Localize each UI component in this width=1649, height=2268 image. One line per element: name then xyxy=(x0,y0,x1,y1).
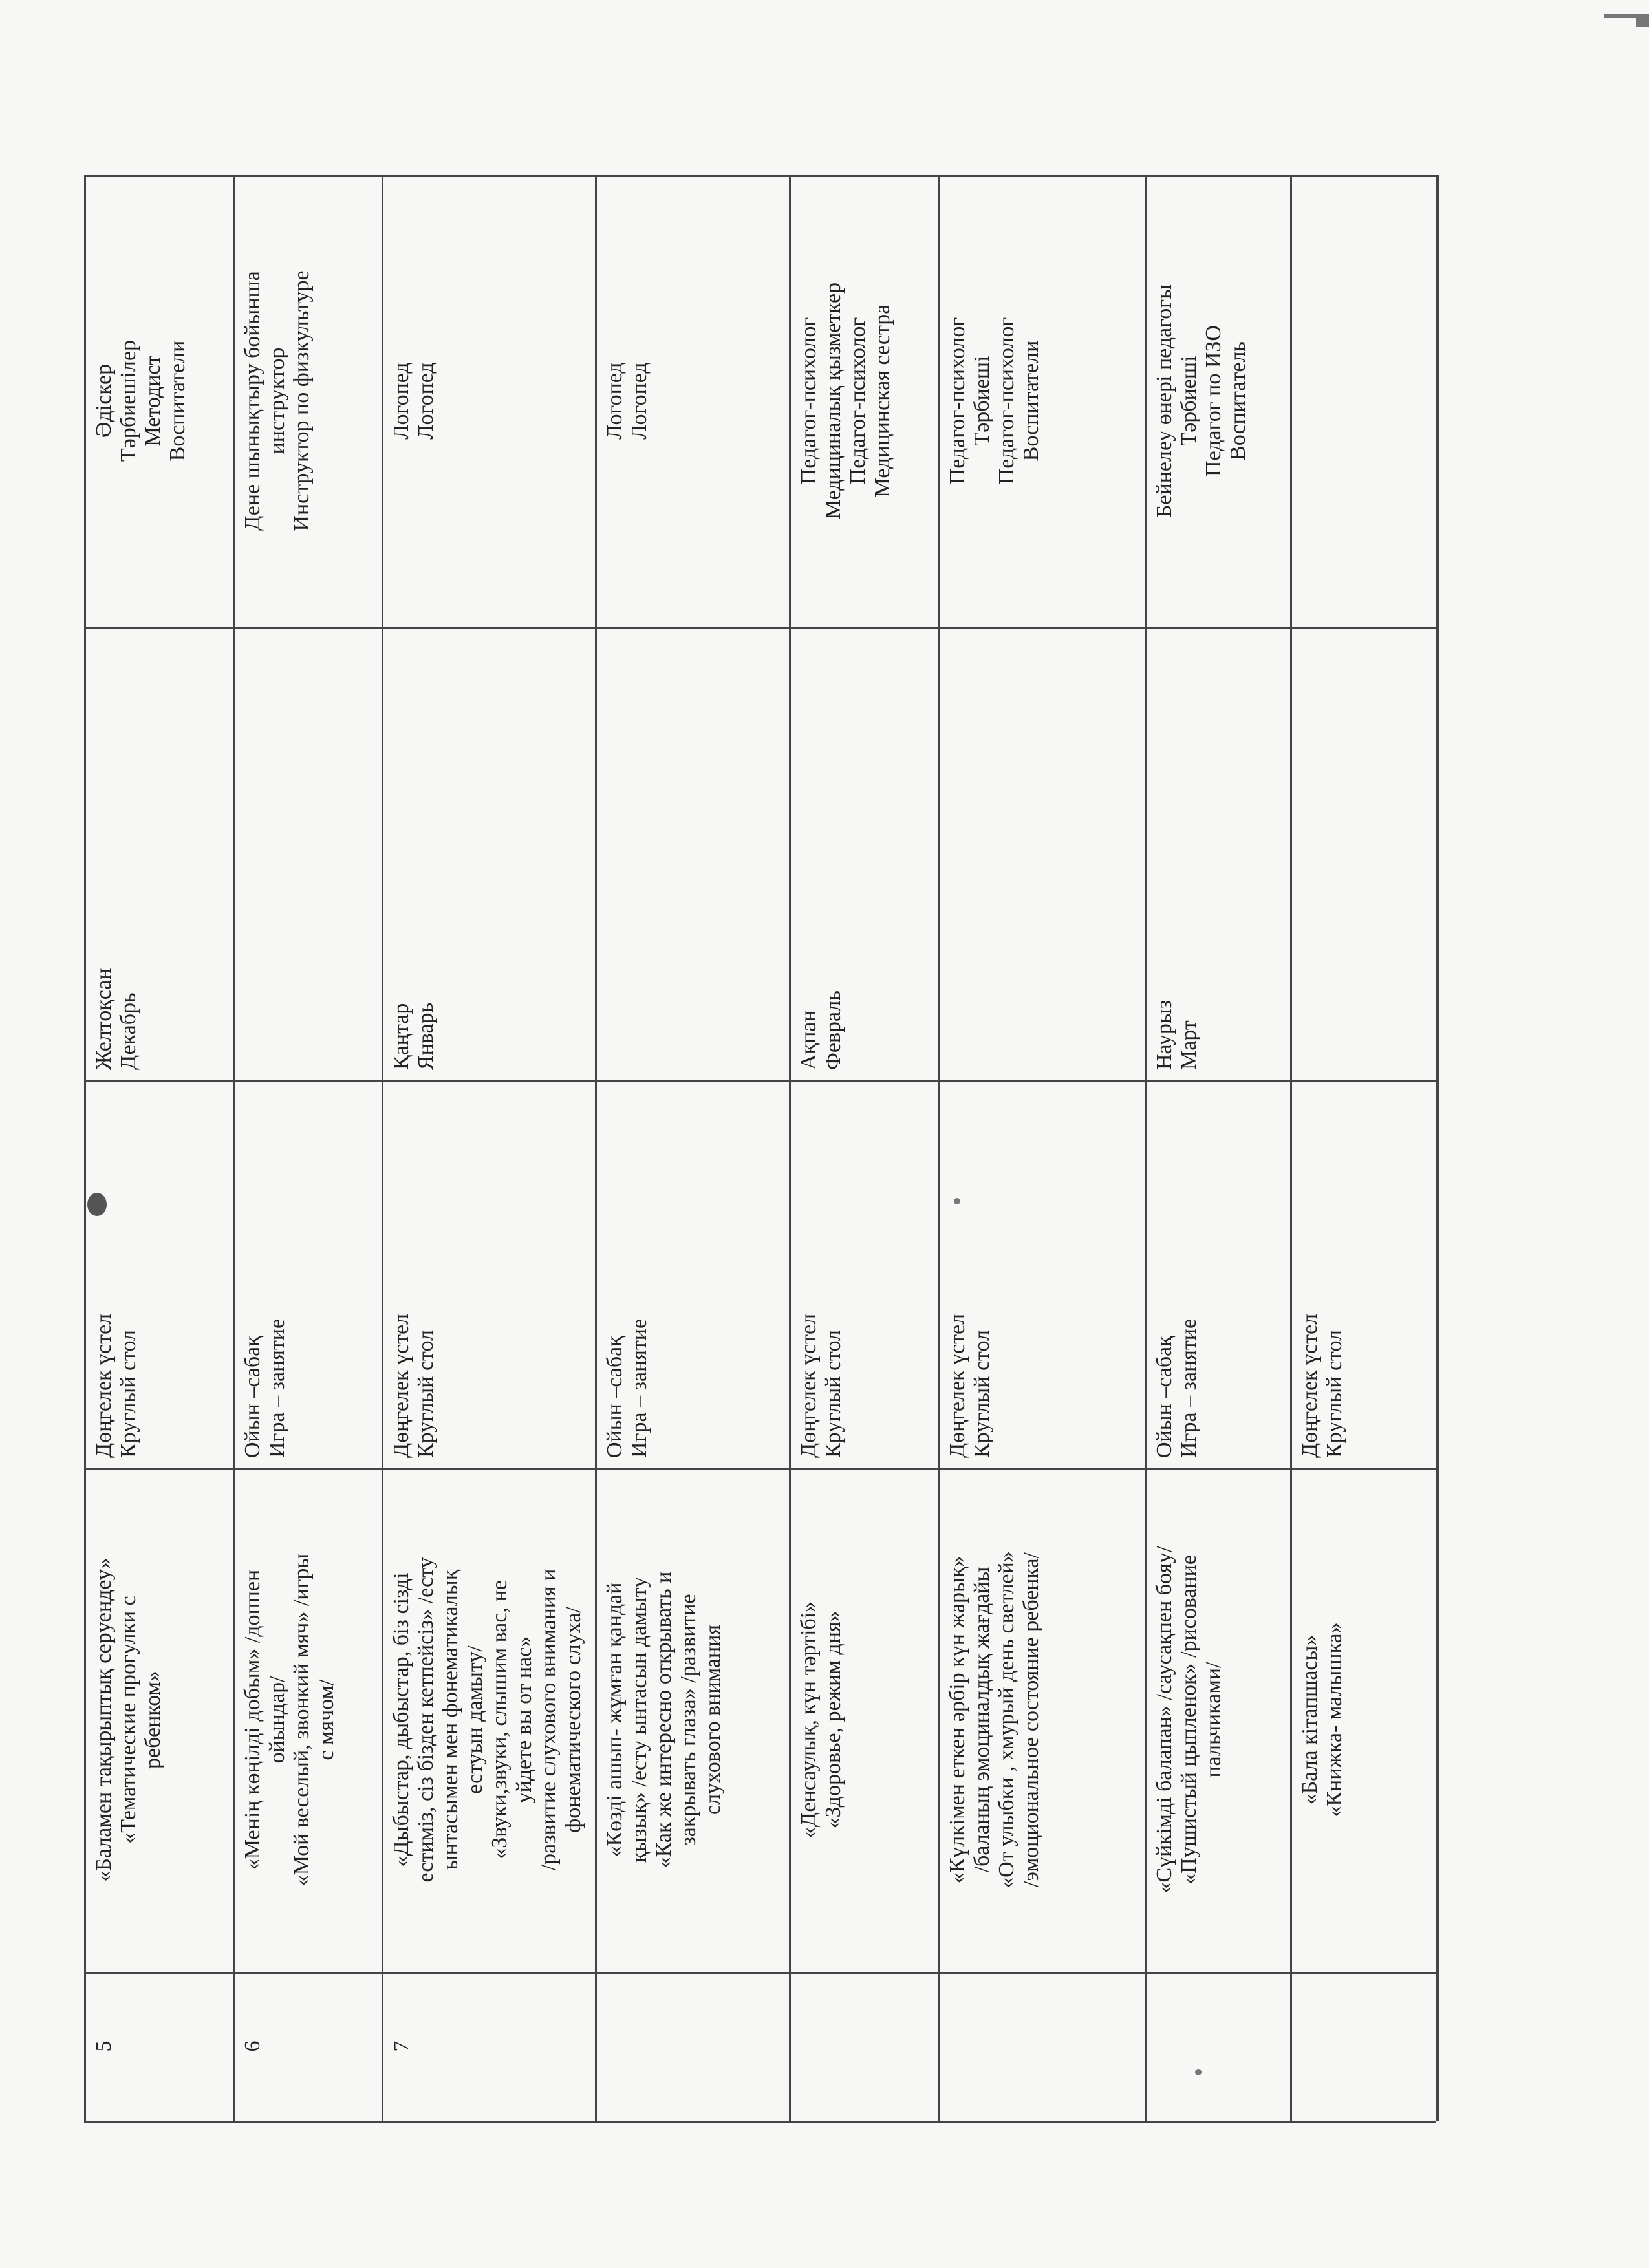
form-line: Игра – занятие xyxy=(1177,1318,1201,1458)
topic-line: естуын дамыту/ xyxy=(463,1645,487,1794)
table-column-border xyxy=(84,2121,1436,2123)
cell-month xyxy=(603,637,784,1070)
cell-responsible xyxy=(1298,184,1430,617)
table-row xyxy=(1145,175,1290,2121)
cell-month xyxy=(1298,637,1430,1070)
cell-form xyxy=(241,1089,376,1458)
topic-line: закрывать глаза» /развитие xyxy=(676,1594,700,1846)
cell-month xyxy=(1152,637,1285,1070)
cell-form xyxy=(1298,1089,1430,1458)
topic-line: естиміз, сіз бізден кетпейсіз» /есту xyxy=(414,1557,438,1883)
topic-line: «От улыбки , хмурый день светлей» xyxy=(995,1551,1018,1888)
cell-num xyxy=(92,1982,228,2111)
responsible-line: инструктор xyxy=(265,347,289,455)
cell-responsible xyxy=(797,184,932,617)
topic-line: «Күлкімен еткен әрбір күн жарық» xyxy=(945,1556,969,1884)
responsible-line: Педагог-психолог xyxy=(846,317,870,485)
form-line: Дөңгелек үстел xyxy=(797,1313,821,1458)
cell-topic xyxy=(389,1477,590,1962)
table-row xyxy=(595,175,789,2121)
responsible-line: Медициналық қызметкер xyxy=(821,282,845,520)
topic-line: «Звуки,звуки, слышим вас, не xyxy=(488,1580,512,1859)
topic-line: «Здоровье, режим дня» xyxy=(821,1610,845,1829)
topic-line: /баланың эмоциналдық жағдайы xyxy=(970,1567,994,1873)
topic-line: фонематического слуха/ xyxy=(561,1607,585,1833)
responsible-line: Воспитатель xyxy=(1226,341,1250,460)
cell-topic xyxy=(603,1477,784,1962)
month-line: Наурыз xyxy=(1152,1000,1176,1070)
cell-responsible xyxy=(92,184,228,617)
topic-line: с мячом/ xyxy=(314,1679,338,1760)
cell-topic xyxy=(1152,1477,1285,1962)
topic-line: қызық» /есту ынтасын дамыту xyxy=(627,1576,651,1863)
cell-num xyxy=(389,1982,590,2111)
cell-month xyxy=(389,637,590,1070)
cell-topic xyxy=(92,1477,228,1962)
responsible-line: Логопед xyxy=(603,362,627,440)
topic-line: слухового внимания xyxy=(701,1624,725,1815)
cell-month xyxy=(241,637,376,1070)
cell-month xyxy=(797,637,932,1070)
responsible-line: Медицинская сестра xyxy=(870,304,894,498)
responsible-line: Тәрбиеші xyxy=(970,356,994,446)
cell-form xyxy=(797,1089,932,1458)
table-row xyxy=(84,175,233,2121)
form-line: Дөңгелек үстел xyxy=(945,1313,969,1458)
cell-num xyxy=(241,1982,376,2111)
cell-topic xyxy=(945,1477,1139,1962)
topic-line: уйдете вы от нас» xyxy=(512,1636,536,1804)
responsible-line: Тәрбиеші xyxy=(1177,356,1201,446)
cell-form xyxy=(1152,1089,1285,1458)
form-line: Ойын –сабақ xyxy=(603,1336,627,1458)
month-line: Январь xyxy=(414,1002,438,1070)
cell-topic xyxy=(797,1477,932,1962)
responsible-line: Воспитатели xyxy=(1019,340,1043,462)
table-row xyxy=(1290,175,1436,2121)
topic-line: /эмоциональное состояние ребенка/ xyxy=(1019,1552,1043,1888)
topic-line: ребенком» xyxy=(141,1671,165,1769)
cell-topic xyxy=(241,1477,376,1962)
topic-line: «Мой веселый, звонкий мяч» /игры xyxy=(290,1553,314,1887)
responsible-line: Методист xyxy=(141,355,165,447)
cell-num xyxy=(797,1982,932,2111)
topic-line: «Сүйкімді балапан» /саусақпен бояу/ xyxy=(1152,1546,1176,1894)
form-line: Ойын –сабақ xyxy=(1152,1336,1176,1458)
responsible-line: Логопед xyxy=(389,362,413,440)
responsible-line: Логопед xyxy=(627,362,651,440)
form-line: Дөңгелек үстел xyxy=(92,1313,116,1458)
cell-num xyxy=(945,1982,1139,2111)
cell-responsible xyxy=(1152,184,1285,617)
cell-num xyxy=(1298,1982,1430,2111)
cell-responsible xyxy=(603,184,784,617)
cell-topic xyxy=(1298,1477,1430,1962)
responsible-line: Бейнелеу өнері педагогы xyxy=(1152,284,1176,518)
responsible-line: Педагог по ИЗО xyxy=(1202,325,1225,476)
form-line: Круглый стол xyxy=(414,1330,438,1458)
cell-num xyxy=(603,1982,784,2111)
num-line: 5 xyxy=(92,2040,116,2052)
topic-line: «Денсаулық, күн тәртібі» xyxy=(797,1601,821,1839)
month-line: Март xyxy=(1177,1020,1201,1070)
cell-month xyxy=(945,637,1139,1070)
cell-responsible xyxy=(945,184,1139,617)
month-line: Желтоқсан xyxy=(92,968,116,1070)
cell-month xyxy=(92,637,228,1070)
form-line: Игра – занятие xyxy=(265,1318,289,1458)
document-table xyxy=(84,175,1513,2121)
responsible-line: Логопед xyxy=(414,362,438,440)
responsible-line: Воспитатели xyxy=(166,340,189,462)
table-row xyxy=(233,175,382,2121)
responsible-line: Әдіскер xyxy=(92,363,116,438)
form-line: Дөңгелек үстел xyxy=(389,1313,413,1458)
num-line: 6 xyxy=(241,2040,264,2052)
table-row xyxy=(789,175,938,2121)
topic-line: ынтасымен мен фонематикалық xyxy=(438,1569,462,1870)
cell-form xyxy=(945,1089,1139,1458)
cell-form xyxy=(389,1089,590,1458)
responsible-line: Инструктор по физкультуре xyxy=(290,270,314,531)
topic-line: пальчиками/ xyxy=(1202,1662,1225,1778)
topic-line: «Книжка- малышка» xyxy=(1322,1622,1346,1817)
month-line: Декабрь xyxy=(116,992,140,1070)
month-line: Ақпан xyxy=(797,1010,821,1070)
form-line: Круглый стол xyxy=(821,1330,845,1458)
topic-line: «Баламен тақырыптық серуендеу» xyxy=(92,1557,116,1882)
topic-line: «Бала кітапшасы» xyxy=(1298,1634,1322,1805)
cell-form xyxy=(603,1089,784,1458)
form-line: Круглый стол xyxy=(970,1330,994,1458)
table-row xyxy=(382,175,595,2121)
topic-line: /развитие слухового внимания и xyxy=(537,1568,561,1871)
cell-responsible xyxy=(389,184,590,617)
table-row xyxy=(938,175,1145,2121)
responsible-line: Тәрбиешілер xyxy=(116,339,140,462)
topic-line: ойындар/ xyxy=(265,1676,289,1764)
form-line: Круглый стол xyxy=(116,1330,140,1458)
responsible-line: Педагог-психолог xyxy=(945,317,969,485)
form-line: Круглый стол xyxy=(1322,1330,1346,1458)
form-line: Дөңгелек үстел xyxy=(1298,1313,1322,1458)
responsible-line: Педагог-психолог xyxy=(797,317,821,485)
cell-form xyxy=(92,1089,228,1458)
responsible-line: Педагог-психолог xyxy=(995,317,1018,485)
scan-edge-mark xyxy=(1636,18,1649,27)
table-row-border xyxy=(1436,175,1439,2121)
cell-num xyxy=(1152,1982,1285,2111)
responsible-line: Дене шынықтыру бойынша xyxy=(241,271,264,531)
form-line: Игра – занятие xyxy=(627,1318,651,1458)
cell-responsible xyxy=(241,184,376,617)
topic-line: «Тематические прогулки с xyxy=(116,1596,140,1844)
topic-line: «Как же интересно открывать и xyxy=(652,1571,676,1868)
topic-line: «Дыбыстар, дыбыстар, біз сізді xyxy=(389,1572,413,1867)
topic-line: «Көзді ашып- жұмған қандай xyxy=(603,1582,627,1857)
month-line: Қаңтар xyxy=(389,1003,413,1070)
num-line: 7 xyxy=(389,2040,413,2052)
form-line: Ойын –сабақ xyxy=(241,1336,264,1458)
topic-line: «Менің көңілді добым» /доппен xyxy=(241,1569,264,1870)
topic-line: «Пушистый цыпленок» /рисование xyxy=(1177,1555,1201,1885)
month-line: Февраль xyxy=(821,990,845,1070)
